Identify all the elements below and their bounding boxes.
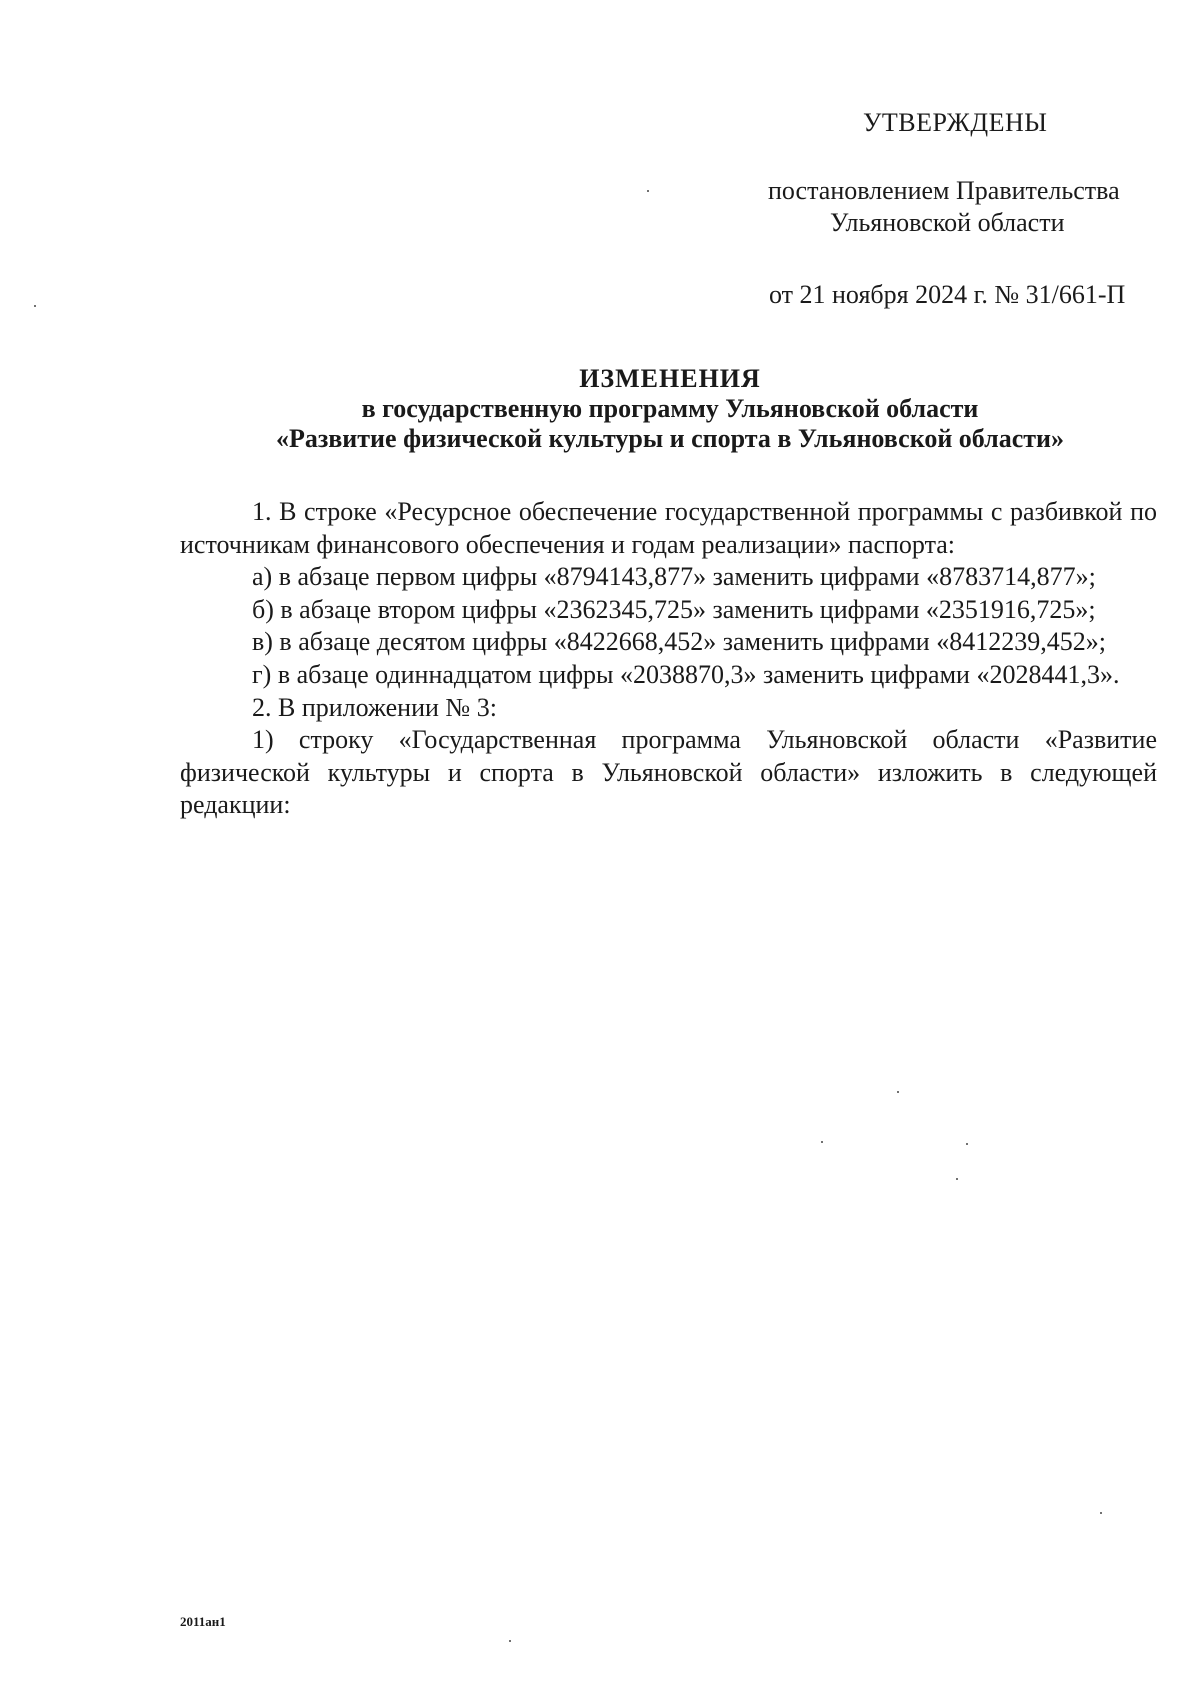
item-a: а) в абзаце первом цифры «8794143,877» заменить цифрами «8783714,877»; <box>252 562 1096 592</box>
scan-speck <box>1100 1512 1102 1514</box>
paragraph-1: 1. В строке «Ресурсное обеспечение государственной программы с разбивкой по источникам финансового обеспечения и годам реализации» паспорта: <box>180 497 1157 559</box>
paragraph-2: 2. В приложении № 3: <box>252 692 497 722</box>
approval-heading: УТВЕРЖДЕНЫ <box>863 108 1048 137</box>
title-line-1: ИЗМЕНЕНИЯ <box>579 364 761 393</box>
item-g: г) в абзаце одиннадцатом цифры «2038870,3» заменить цифрами «2028441,3». <box>252 659 1120 689</box>
title-line-3: «Развитие физической культуры и спорта в Ульяновской области» <box>275 424 1065 453</box>
scan-speck <box>966 1143 968 1145</box>
item-v: в) в абзаце десятом цифры «8422668,452» заменить цифрами «8412239,452»; <box>252 627 1106 657</box>
document-title <box>180 364 1160 454</box>
title-line-2: в государственную программу Ульяновской области <box>361 394 979 423</box>
scan-speck <box>647 190 649 192</box>
approval-date-number: от 21 ноября 2024 г. № 31/661-П <box>769 280 1126 309</box>
scan-speck <box>897 1091 899 1093</box>
scan-speck <box>821 1141 823 1143</box>
approval-line-2: Ульяновской области <box>830 208 1065 237</box>
scan-speck <box>956 1178 958 1180</box>
scan-speck <box>509 1640 511 1642</box>
item-b: б) в абзаце втором цифры «2362345,725» заменить цифрами «2351916,725»; <box>252 594 1096 624</box>
approval-line-1: постановлением Правительства <box>768 176 1120 205</box>
scan-speck <box>34 305 36 307</box>
footer-code: 2011ан1 <box>180 1614 226 1629</box>
subitem-1: 1) строку «Государственная программа Ульяновской области «Развитие физической культуры и спорта в Ульяновской области» изложить в следующей редакции: <box>180 725 1157 820</box>
document-body <box>180 496 1157 822</box>
